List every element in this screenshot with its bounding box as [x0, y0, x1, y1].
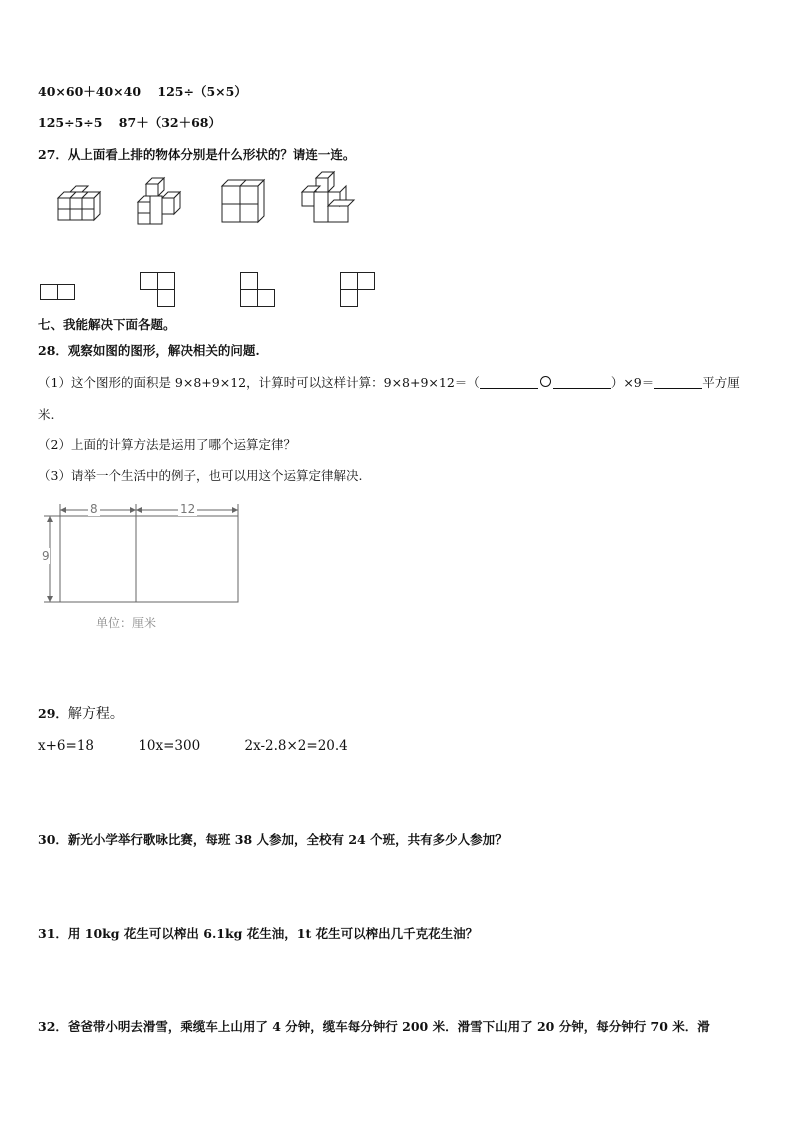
q28-p1-text: 平方厘 [702, 375, 740, 390]
equation: 10x=300 [138, 738, 201, 754]
answer-blank[interactable] [654, 376, 702, 389]
equations-row [38, 738, 348, 754]
operator-circle[interactable] [540, 376, 551, 387]
question-31: 31．用 10kg 花生可以榨出 6.1kg 花生油，1t 花生可以榨出几千克花生油？ [38, 926, 479, 941]
cube-group-1 [56, 186, 106, 222]
calc-row-2 [38, 115, 221, 131]
question-28-part-3: （3）请举一个生活中的例子，也可以用这个运算定律解决. [38, 468, 363, 483]
calc-row-1 [38, 84, 247, 100]
answer-blank[interactable] [553, 376, 611, 389]
q29-title: 解方程。 [67, 706, 124, 722]
question-27: 27．从上面看上排的物体分别是什么形状的？请连一连。 [38, 147, 356, 162]
calc-expr: 125÷（5×5） [157, 84, 247, 99]
question-28: 28．观察如图的图形，解决相关的问题. [38, 343, 260, 358]
question-28-part-1-cont: 米. [38, 407, 55, 422]
question-30: 30．新光小学举行歌咏比赛，每班 38 人参加，全校有 24 个班，共有多少人参加？ [38, 832, 508, 847]
question-29 [38, 706, 124, 722]
view-1 [40, 284, 76, 300]
unit-label: 单位：厘米 [96, 616, 157, 630]
question-28-part-1 [38, 375, 740, 391]
calc-expr: 125÷5÷5 [38, 115, 103, 130]
equation: x+6=18 [38, 738, 95, 754]
q29-label: 29． [38, 706, 68, 721]
rectangle-figure [40, 500, 250, 610]
view-4 [340, 272, 376, 308]
cube-group-3 [220, 178, 270, 224]
question-28-part-2: （2）上面的计算方法是运用了哪个运算定律？ [38, 437, 296, 452]
dimension-label-right: 12 [180, 502, 196, 516]
section-title: 七、我能解决下面各题。 [38, 317, 176, 332]
dimension-label-height: 9 [42, 549, 50, 563]
calc-expr: 40×60＋40×40 [38, 84, 142, 99]
q28-p1-text: （1）这个图形的面积是 9×8+9×12，计算时可以这样计算：9×8+9×12＝（ [38, 375, 480, 390]
q28-p1-text: ）×9＝ [610, 375, 655, 390]
calc-expr: 87＋（32＋68） [118, 115, 221, 130]
view-2 [140, 272, 176, 308]
cube-group-4 [300, 172, 354, 224]
question-32: 32．爸爸带小明去滑雪，乘缆车上山用了 4 分钟，缆车每分钟行 200 米．滑雪下山用了 20 分钟，每分钟行 70 米．滑 [38, 1019, 710, 1034]
dimension-label-left: 8 [90, 502, 98, 516]
view-3 [240, 272, 276, 308]
cube-group-2 [136, 178, 188, 226]
answer-blank[interactable] [480, 376, 538, 389]
equation: 2x-2.8×2=20.4 [244, 738, 348, 754]
